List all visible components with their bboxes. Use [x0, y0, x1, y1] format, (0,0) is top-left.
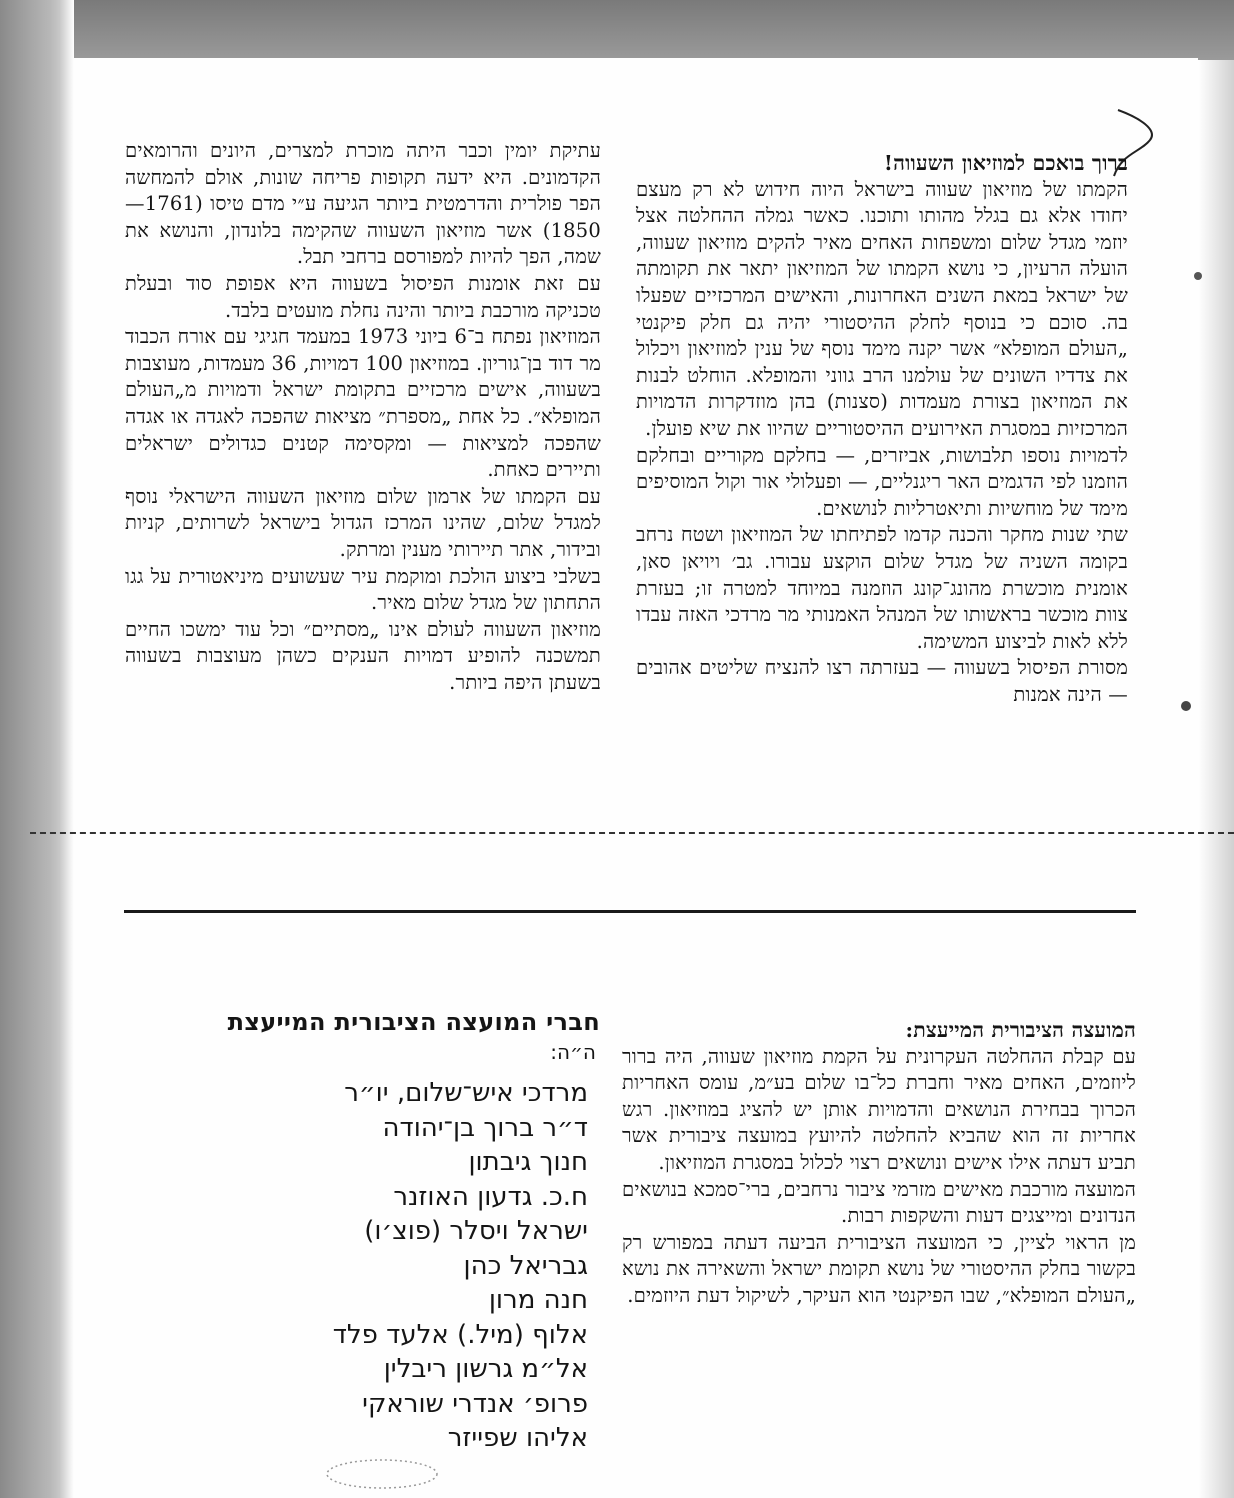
member-name: חנה מרון [488, 1285, 588, 1315]
paragraph: מן הראוי לציין, כי המועצה הציבורית הביעה דעתה במפורש רק בקשור בחלק ההיסטורי של נושא תקומת ישראל והשאירה את נושא „העולם המופלא״, שבו הפיקנטי הוא העיקר, לשיקול דעת היוזמים. [622, 1230, 1136, 1307]
members-subtitle: ה״ה: [550, 1040, 596, 1064]
stamp-smudge-icon [322, 1452, 442, 1492]
member-name: ח.כ. גדעון האוזנר [393, 1181, 588, 1212]
council-members [180, 1008, 600, 1456]
members-list [180, 1076, 600, 1456]
paragraph: שתי שנות מחקר והכנה קדמו לפתיחתו של המוזיאון ושטח נרחב בקומה השניה של מגדל שלום הוקצע עבורו. גב׳ ויויאן סאן, אומנית מוכשרת מהונג־קונג הוזמנה במיוחד למטרה זו; בעזרת צוות מוכשר בראשותו של המנהל האמנותי מר מרדכי האזה עבדו ללא לאות לביצוע המשימה. [636, 523, 1128, 653]
paragraph: המוזיאון נפתח ב־6 ביוני 1973 במעמד חגיגי עם אורח הכבוד מר דוד בן־גוריון. במוזיאון 100 דמויות, 36 מעמדות, מעוצבות בשעווה, אישים מרכזיים בתקומת ישראל ודמויות מ„העולם המופלא״. כל אחת „מספרת״ מציאות שהפכה לאגדה או אגדה שהפכה למציאות — ומקסימה קטנים כגדולים ישראלים ותיירים כאחת. [125, 325, 602, 482]
member-name: פרופ׳ אנדרי שוראקי [362, 1388, 588, 1419]
member-name: אליהו שפייזר [447, 1423, 588, 1453]
council-column [622, 1017, 1136, 1310]
members-title: חברי המועצה הציבורית המייעצת [227, 1008, 600, 1036]
article-column-right [636, 150, 1128, 708]
paragraph: בשלבי ביצוע הולכת ומוקמת עיר שעשועים מיניאטורית על גגו התחתון של מגדל שלום מאיר. [125, 564, 601, 615]
member-name: אלוף (מיל.) אלעד פלד [332, 1319, 588, 1350]
welcome-heading: ברוך בואכם למוזיאון השעווה! [883, 151, 1128, 175]
member-name: מרדכי איש־שלום, יו״ר [344, 1078, 588, 1108]
paragraph: לדמויות נוספו תלבושות, אביזרים, — בחלקם מקוריים ובחלקם הוזמנו לפי הדגמים האר ריגנליים, — ופעלולי אור וקול המוסיפים מימד של מוחשיות ותיאטרליות לנושאים. [636, 443, 1128, 520]
member-name: ישראל ויסלר (פוצ׳ו) [364, 1216, 588, 1246]
fold-line [30, 832, 1234, 834]
paragraph: המועצה מורכבת מאישים מזרמי ציבור נרחבים, ברי־סמכא בנושאים הנדונים ומייצגים דעות והשקפות רבות. [622, 1177, 1136, 1228]
member-name: ד״ר ברוך בן־יהודה [382, 1112, 588, 1143]
ink-smudge-icon [1176, 696, 1196, 716]
member-name: חנוך גיבתון [468, 1147, 588, 1177]
paragraph: עם קבלת ההחלטה העקרונית על הקמת מוזיאון שעווה, היה ברור ליוזמים, האחים מאיר וחברת כל־בו שלום בע״מ, עומס האחריות הכרוך בבחירת הנושאים והדמויות אותן יש להציג במוזיאון. רגש אחריות זה הוא שהביא להחלטה להיועץ במועצה ציבורית אשר תביע דעתה אילו אישים ונושאים רצוי לכלול במסגרת המוזיאון. [622, 1044, 1136, 1174]
scan-border-top [0, 0, 1234, 60]
paragraph: מוזיאון השעווה לעולם אינו „מסתיים״ וכל עוד ימשכו החיים תמשכנה להופיע דמויות הענקים כשהן מעוצבות בשעווה בשעתן היפה ביותר. [125, 617, 601, 694]
paragraph: הקמתו של מוזיאון שעווה בישראל היוה חידוש לא רק מעצם יחודו אלא גם בגלל מהותו ותוכנו. כאשר גמלה ההחלטה אצל יוזמי מגדל שלום ומשפחות האחים מאיר להקים מוזיאון שעווה, הועלה הרעיון, כי נושא הקמתו של המוזיאון יתאר את תקומתה של ישראל במאת השנים האחרונות, והאישים המרכזיים שפעלו בה. סוכם כי בנוסף לחלק ההיסטורי יהיה גם חלק פיקנטי „העולם המופלא״ אשר יקנה מימד נוסף של ענין למוזיאון ויכלול את צדדיו השונים של עולמנו הרב גווני והמופלא. הוחלט לבנות את המוזיאון בצורת מעמדות (סצנות) בהן מוזדקרות הדמויות המרכזיות במסגרת האירועים ההיסטוריים שהיוו את שיא פועלן. [636, 177, 1128, 440]
scan-border-left-edge [60, 0, 74, 1498]
section-divider [124, 910, 1136, 913]
paragraph: עם הקמתו של ארמון שלום מוזיאון השעווה הישראלי נוסף למגדל שלום, שהינו המרכז הגדול בישראל לשרותים, קניות ובידור, אתר תיירותי מענין ומרתק. [125, 484, 601, 561]
member-name: גבריאל כהן [463, 1250, 588, 1281]
article-column-left [125, 138, 601, 696]
paragraph: עתיקת יומין וכבר היתה מוכרת למצרים, היונים והרומאים הקדמונים. היא ידעה תקופות פריחה שונות, אולם להמחשה הפר פולרית והדרמטית ביותר הגיעה ע״י מדם טיסו (1761—1850) אשר מוזיאון השעווה שהקימה בלונדון, והנושא את שמה, הפך להיות למפורסם ברחבי תבל. [125, 139, 601, 269]
member-name: אל״מ גרשון ריבלין [383, 1354, 588, 1384]
ink-smudge-icon [1190, 268, 1206, 284]
paragraph: מסורת הפיסול בשעווה — בעזרתה רצו להנציח שליטים אהובים — הינה אמנות [636, 656, 1128, 706]
council-heading: המועצה הציבורית המייעצת: [905, 1018, 1136, 1042]
paragraph: עם זאת אומנות הפיסול בשעווה היא אפופת סוד ובעלת טכניקה מורכבת ביותר והינה נחלת מועטים בלבד. [125, 271, 601, 322]
